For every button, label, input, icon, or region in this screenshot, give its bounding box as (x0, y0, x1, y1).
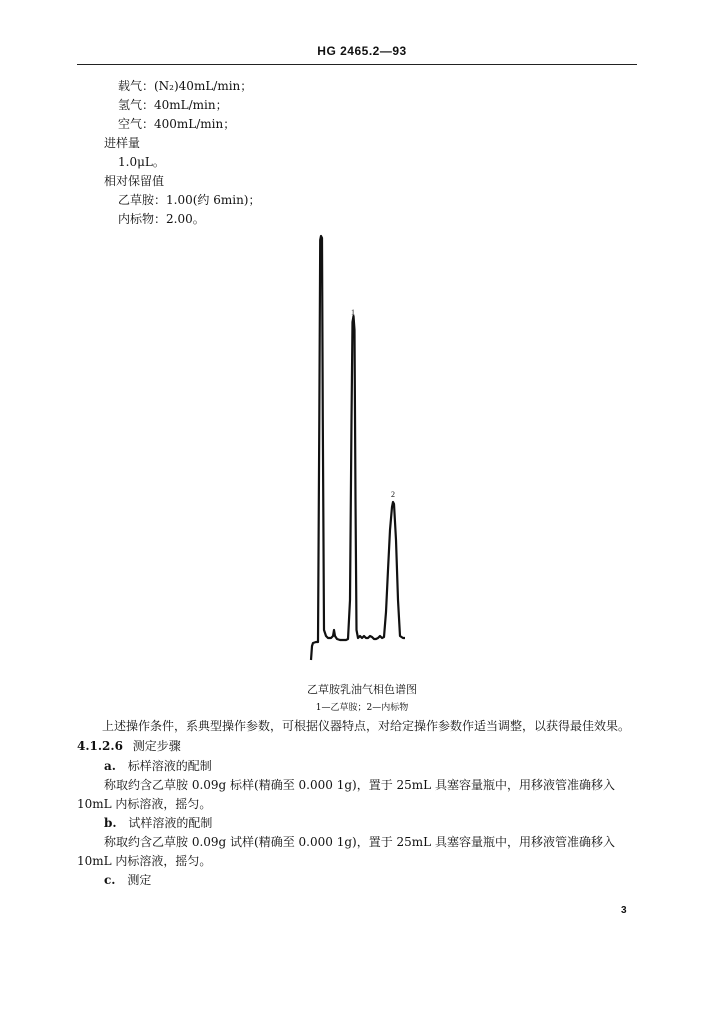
section-heading (77, 738, 181, 754)
figure-caption: 乙草胺乳油气相色谱图 (307, 683, 417, 696)
item-a-heading (104, 758, 212, 774)
item-b-title: 试样溶液的配制 (128, 816, 213, 830)
item-b-text-line2: 10mL 内标溶液，摇匀。 (77, 854, 212, 868)
item-c-label: c. (104, 873, 116, 887)
peak-label-1: 1 (351, 308, 355, 317)
item-b-heading (104, 815, 212, 831)
page-number: 3 (621, 905, 627, 916)
hydrogen-line: 氢气：40mL/min； (118, 98, 228, 112)
item-b-label: b. (104, 816, 117, 830)
item-b-text-line1: 称取约含乙草胺 0.09g 试样(精确至 0.000 1g)，置于 25mL 具塞容量瓶中，用移液管准确移入 (104, 835, 615, 849)
item-a-text-line2: 10mL 内标溶液，摇匀。 (77, 797, 212, 811)
item-a-text-line1: 称取约含乙草胺 0.09g 标样(精确至 0.000 1g)，置于 25mL 具塞容量瓶中，用移液管准确移入 (104, 778, 615, 792)
internal-std-retention: 内标物：2.00。 (118, 212, 205, 226)
carrier-gas-line: 载气：(N₂)40mL/min； (118, 79, 253, 93)
item-a-label: a. (104, 759, 116, 773)
peak-label-2: 2 (391, 490, 395, 499)
item-c-heading (104, 872, 151, 888)
relative-retention-label: 相对保留值 (104, 174, 165, 188)
item-c-title: 测定 (127, 873, 152, 887)
item-a-title: 标样溶液的配制 (127, 759, 212, 773)
chromatogram-trace (311, 236, 405, 660)
figure-legend: 1—乙草胺；2—内标物 (315, 703, 409, 713)
air-line: 空气：400mL/min； (118, 117, 236, 131)
section-title: 测定步骤 (132, 739, 181, 753)
injection-value: 1.0μL。 (118, 155, 165, 169)
injection-label: 进样量 (104, 136, 141, 150)
document-header: HG 2465.2—93 (317, 44, 407, 58)
section-number: 4.1.2.6 (77, 739, 123, 753)
acetochlor-retention: 乙草胺：1.00(约 6min)； (118, 193, 261, 207)
operating-note: 上述操作条件，系典型操作参数，可根据仪器特点，对给定操作参数作适当调整，以获得最佳效果。 (102, 719, 631, 733)
